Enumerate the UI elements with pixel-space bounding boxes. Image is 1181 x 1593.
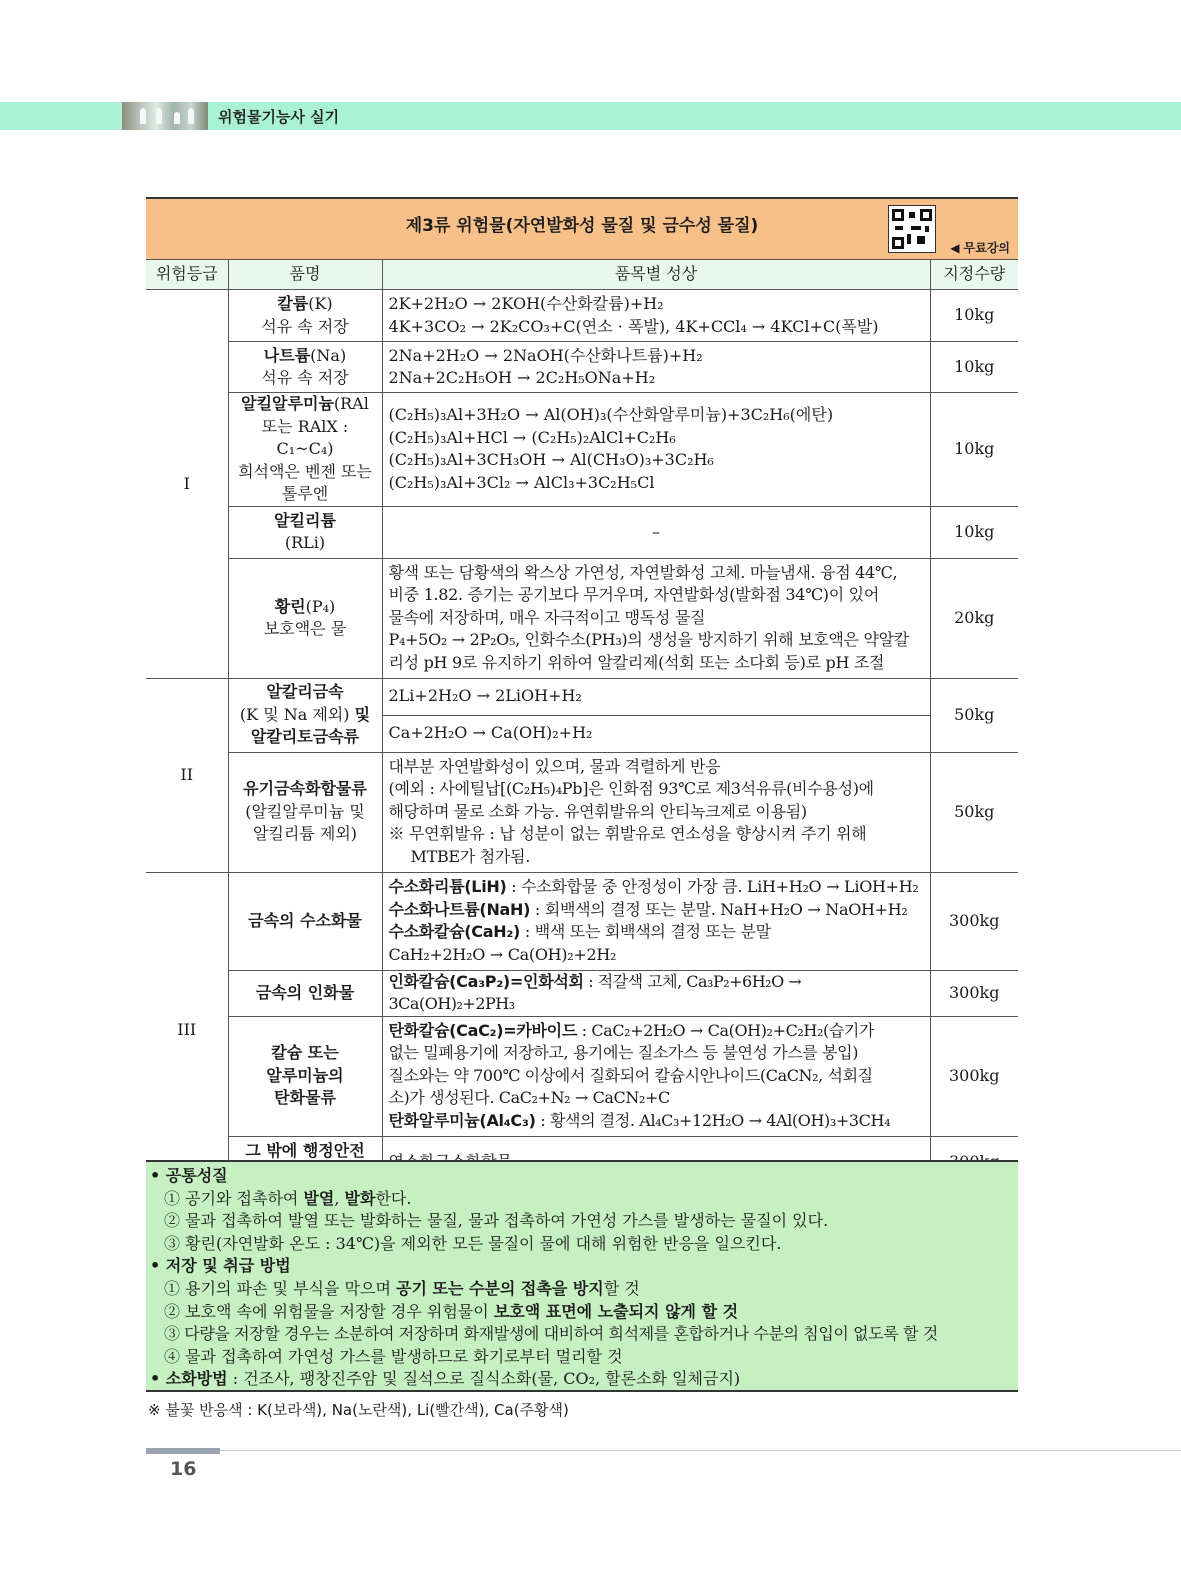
item-name: 유기금속화합물류 (알킬알루미늄 및 알킬리튬 제외) — [228, 752, 382, 872]
table-row — [146, 678, 1018, 715]
col-quantity: 지정수량 — [930, 260, 1018, 290]
common-item-2: ② 물과 접촉하여 발열 또는 발화하는 물질, 물과 접촉하여 가연성 가스를 발생하는 물질이 있다. — [164, 1211, 829, 1231]
grade-cell: II — [146, 678, 228, 872]
table-row — [146, 970, 1018, 1016]
item-name: 금속의 인화물 — [228, 970, 382, 1016]
item-properties: 2Li+2H₂O → 2LiOH+H₂ — [382, 678, 930, 715]
storage-item-2: ② 보호액 속에 위험물을 저장할 경우 위험물이 보호액 표면에 노출되지 않게 할 것 — [164, 1301, 739, 1321]
item-name: 금속의 수소화물 — [228, 872, 382, 970]
item-quantity: 50kg — [930, 678, 1018, 752]
storage-item-1: ① 용기의 파손 및 부식을 막으며 공기 또는 수분의 접촉을 방지할 것 — [164, 1278, 640, 1298]
table-row — [146, 558, 1018, 678]
item-properties: 탄화칼슘(CaC₂)=카바이드 : CaC₂+2H₂O → Ca(OH)₂+C₂H₂(습기가 없는 밀폐용기에 저장하고, 용기에는 질소가스 등 불연성 가스를 봉입) 질소와는 약 700℃ 이상에서 질화되어 칼슘시안나이드(CaCN₂, 석회질 소)가 생성된다. CaC₂+N₂ → CaCN₂+C 탄화알루미늄(Al₄C₃) : 황색의 결정. Al₄C₃+12H₂O → 4Al(OH)₃+3CH₄ — [382, 1016, 930, 1136]
item-quantity: 10kg — [930, 290, 1018, 342]
item-name: 황린(P₄) 보호액은 물 — [228, 558, 382, 678]
item-properties: (C₂H₅)₃Al+3H₂O → Al(OH)₃(수산화알루미늄)+3C₂H₆(에탄) (C₂H₅)₃Al+HCl → (C₂H₅)₂AlCl+C₂H₆ (C₂H₅)₃Al+3CH₃OH → Al(CH₃O)₃+3C₂H₆ (C₂H₅)₃Al+3Cl₂ → AlCl₃+3C₂H₅Cl — [382, 393, 930, 507]
common-item-1: ① 공기와 접촉하여 발열, 발화한다. — [164, 1188, 412, 1208]
item-properties: Ca+2H₂O → Ca(OH)₂+H₂ — [382, 715, 930, 752]
footer-bar — [146, 1448, 220, 1454]
storage-heading: • 저장 및 취급 방법 — [150, 1256, 291, 1276]
table-title: 제3류 위험물(자연발화성 물질 및 금수성 물질) — [405, 216, 759, 236]
item-properties: 황색 또는 담황색의 왁스상 가연성, 자연발화성 고체. 마늘냄새. 융점 44℃, 비중 1.82. 증기는 공기보다 무거우며, 자연발화성(발화점 34℃)이 있어 물속에 저장하며, 매우 자극적이고 맹독성 물질 P₄+5O₂ → 2P₂O₅, 인화수소(PH₃)의 생성을 방지하기 위해 보호액은 약알칼 리성 pH 9로 유지하기 위하여 알칼리제(석회 또는 소다회 등)로 pH 조절 — [382, 558, 930, 678]
table-row — [146, 342, 1018, 393]
table-row — [146, 1016, 1018, 1136]
item-properties: – — [382, 506, 930, 558]
item-properties: 2Na+2H₂O → 2NaOH(수산화나트륨)+H₂ 2Na+2C₂H₅OH → 2C₂H₅ONa+H₂ — [382, 342, 930, 393]
hazmat-table — [146, 197, 1018, 1189]
table-row — [146, 290, 1018, 342]
item-quantity: 10kg — [930, 506, 1018, 558]
item-quantity: 10kg — [930, 393, 1018, 507]
table-row — [146, 752, 1018, 872]
item-name: 알킬리튬 (RLi) — [228, 506, 382, 558]
item-quantity: 50kg — [930, 752, 1018, 872]
item-quantity: 20kg — [930, 558, 1018, 678]
table-row — [146, 872, 1018, 970]
item-properties: 2K+2H₂O → 2KOH(수산화칼륨)+H₂ 4K+3CO₂ → 2K₂CO₃+C(연소 · 폭발), 4K+CCl₄ → 4KCl+C(폭발) — [382, 290, 930, 342]
item-properties: 인화칼슘(Ca₃P₂)=인화석회 : 적갈색 고체, Ca₃P₂+6H₂O → 3Ca(OH)₂+2PH₃ — [382, 970, 930, 1016]
common-item-3: ③ 황린(자연발화 온도 : 34℃)을 제외한 모든 물질이 물에 대해 위험한 반응을 일으킨다. — [164, 1233, 782, 1253]
item-properties: 수소화리튬(LiH) : 수소화합물 중 안정성이 가장 큼. LiH+H₂O → LiOH+H₂ 수소화나트륨(NaH) : 회백색의 결정 또는 분말. NaH+H₂O → NaOH+H₂ 수소화칼슘(CaH₂) : 백색 또는 회백색의 결정 또는 분말 CaH₂+2H₂O → Ca(OH)₂+2H₂ — [382, 872, 930, 970]
item-quantity: 300kg — [930, 1016, 1018, 1136]
common-properties-box — [146, 1160, 1018, 1392]
common-heading: • 공통성질 — [150, 1166, 228, 1185]
qr-code-icon[interactable] — [888, 205, 936, 253]
table-row — [146, 506, 1018, 558]
item-quantity: 300kg — [930, 872, 1018, 970]
header-photo — [122, 102, 208, 130]
item-name: 나트륨(Na) 석유 속 저장 — [228, 342, 382, 393]
item-properties: 대부분 자연발화성이 있으며, 물과 격렬하게 반응 (예외 : 사에틸납[(C₂H₅)₄Pb]은 인화점 93℃로 제3석유류(비수용성)에 해당하며 물로 소화 가능. 유연휘발유의 안티녹크제로 이용됨) ※ 무연휘발유 : 납 성분이 없는 휘발유로 연소성을 향상시켜 주기 위해 MTBE가 첨가됨. — [382, 752, 930, 872]
item-name: 칼슘 또는 알루미늄의 탄화물류 — [228, 1016, 382, 1136]
flame-color-note: ※ 불꽃 반응색 : K(보라색), Na(노란색), Li(빨간색), Ca(주황색) — [148, 1401, 569, 1419]
footer-line — [220, 1450, 1181, 1451]
page-number: 16 — [170, 1458, 197, 1480]
item-name: 알칼리금속 (K 및 Na 제외) 및 알칼리토금속류 — [228, 678, 382, 752]
storage-item-3: ③ 다량을 저장할 경우는 소분하여 저장하며 화재발생에 대비하여 희석제를 혼합하거나 수분의 침입이 없도록 할 것 — [164, 1324, 938, 1344]
grade-cell: III — [146, 872, 228, 1188]
item-name: 칼륨(K) 석유 속 저장 — [228, 290, 382, 342]
grade-cell: I — [146, 290, 228, 679]
extinguish-line: • 소화방법 : 건조사, 팽창진주암 및 질석으로 질식소화(물, CO₂, 할론소화 일체금지) — [150, 1369, 741, 1389]
item-quantity: 300kg — [930, 970, 1018, 1016]
col-properties: 품목별 성상 — [382, 260, 930, 290]
table-row — [146, 393, 1018, 507]
table-header-row — [146, 260, 1018, 290]
free-lecture-label[interactable]: ◀ 무료강의 — [950, 241, 1010, 255]
item-name: 알킬알루미늄(RAl 또는 RAlX : C₁~C₄) 희석액은 벤젠 또는 톨루엔 — [228, 393, 382, 507]
book-title: 위험물기능사 실기 — [218, 108, 340, 126]
storage-item-4: ④ 물과 접촉하여 가연성 가스를 발생하므로 화기로부터 멀리할 것 — [164, 1346, 623, 1366]
col-name: 품명 — [228, 260, 382, 290]
item-quantity: 10kg — [930, 342, 1018, 393]
col-grade: 위험등급 — [146, 260, 228, 290]
item-name: 그 밖에 행정안전 — [228, 1136, 382, 1188]
table-title-cell — [146, 198, 1018, 260]
